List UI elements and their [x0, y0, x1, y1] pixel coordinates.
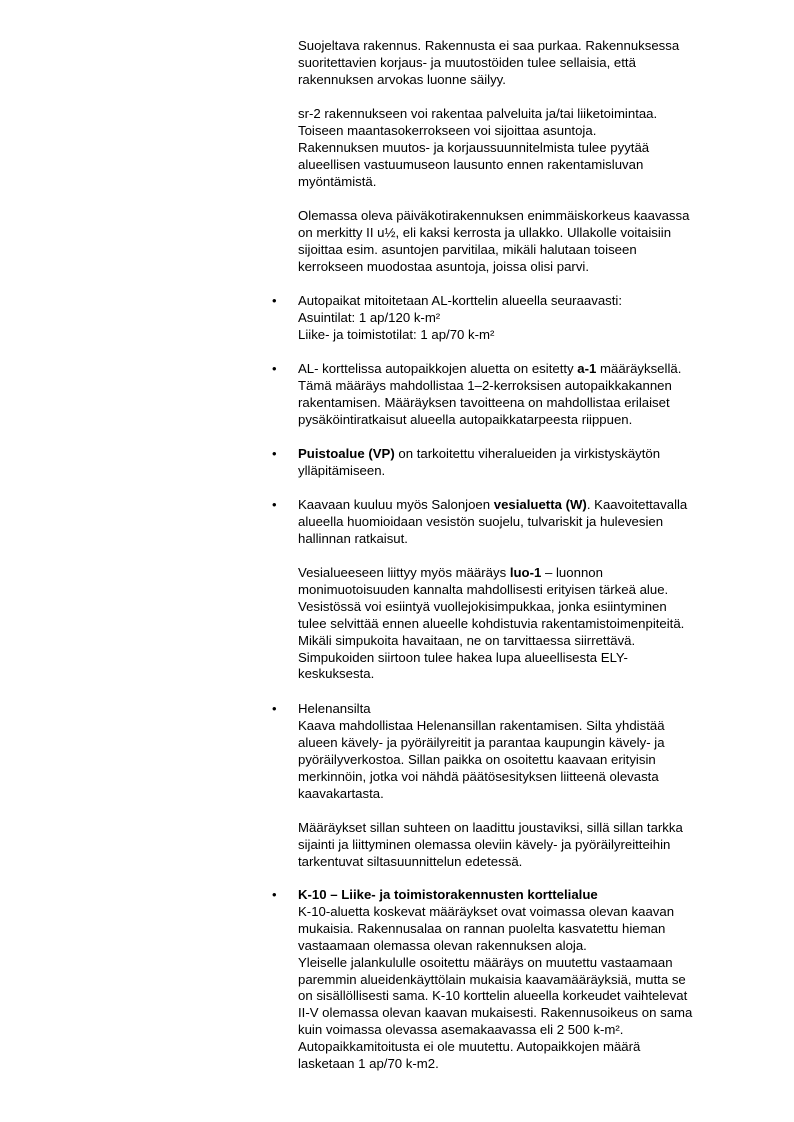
- text-line: myöntämistä.: [298, 173, 377, 189]
- text-run: on tarkoitettu viheralueiden ja virkistyskäytön: [394, 446, 661, 461]
- text-line: keskuksesta.: [298, 666, 375, 682]
- text-line: kuin voimassa olevassa asemakaavassa eli 2 500 k-m².: [298, 1022, 624, 1038]
- water-area-item: [298, 497, 748, 548]
- bullet-icon: •: [272, 446, 277, 461]
- bullet-icon: •: [272, 701, 277, 716]
- text-line: Helenansilta: [298, 701, 371, 716]
- text-line: Liike- ja toimistotilat: 1 ap/70 k-m²: [298, 326, 495, 342]
- text-run: . Kaavoitettavalla: [586, 497, 688, 512]
- text-line: suoritettavien korjaus- ja muutostöiden tulee sellaisia, että: [298, 54, 636, 70]
- text-line: K-10-aluetta koskevat määräykset ovat voimassa olevan kaavan: [298, 903, 675, 919]
- text-line: Tämä määräys mahdollistaa 1–2-kerroksisen autopaikkakannen: [298, 377, 672, 393]
- text-line: Simpukoiden siirtoon tulee hakea lupa alueellisesta ELY-: [298, 649, 628, 665]
- zone-name: Puistoalue (VP): [298, 446, 395, 461]
- text-line: rakennuksen arvokas luonne säilyy.: [298, 71, 506, 87]
- k10-item: [298, 887, 748, 1073]
- bullet-icon: •: [272, 497, 277, 512]
- text-line: [298, 565, 748, 582]
- section-heading: K-10 – Liike- ja toimistorakennusten korttelialue: [298, 887, 598, 902]
- regulation-code: a-1: [577, 361, 597, 376]
- text-run: Kaavaan kuuluu myös Salonjoen: [298, 497, 494, 512]
- regulation-code: luo-1: [509, 565, 542, 580]
- bullet-icon: •: [272, 887, 277, 902]
- bullet-icon: •: [272, 293, 277, 308]
- text-line: sijainti ja liittyminen olemassa oleviin kävely- ja pyöräilyreitteihin: [298, 836, 671, 852]
- text-line: rakentamisen. Määräyksen tavoitteena on mahdollistaa erilaiset: [298, 394, 670, 410]
- text-line: sijoittaa esim. asuntojen parvitilaa, mikäli halutaan toiseen: [298, 241, 637, 257]
- text-line: Määräykset sillan suhteen on laadittu joustaviksi, sillä sillan tarkka: [298, 820, 683, 835]
- text-line: Vesistössä voi esiintyä vuollejokisimpukkaa, jonka esiintyminen: [298, 598, 667, 614]
- sr2-paragraph: [298, 106, 748, 191]
- text-run: Vesialueeseen liittyy myös määräys: [298, 565, 510, 580]
- text-line: merkinnöin, jotka voi nähdä päätösesityksen liitteenä olevasta: [298, 768, 659, 784]
- text-line: hallinnan ratkaisut.: [298, 530, 408, 546]
- text-line: lasketaan 1 ap/70 k-m2.: [298, 1056, 439, 1072]
- bridge-item: [298, 701, 748, 802]
- al-block-item: [298, 361, 748, 429]
- text-run: AL- korttelissa autopaikkojen aluetta on esitetty: [298, 361, 578, 376]
- text-line: Kaava mahdollistaa Helenansillan rakentamisen. Silta yhdistää: [298, 717, 665, 733]
- zone-name: vesialuetta (W): [493, 497, 587, 512]
- text-line: ylläpitämiseen.: [298, 462, 386, 478]
- bridge-regulations-paragraph: [298, 820, 748, 871]
- text-line: [298, 361, 748, 378]
- text-line: Rakennuksen muutos- ja korjaussuunnitelmista tulee pyytää: [298, 139, 650, 155]
- text-line: II-V olemassa olevan kaavan mukaisesti. Rakennusoikeus on sama: [298, 1005, 693, 1021]
- text-line: Asuintilat: 1 ap/120 k-m²: [298, 309, 441, 325]
- text-line: alueellisen vastuumuseon lausunto ennen rakentamisluvan: [298, 156, 644, 172]
- text-line: Autopaikat mitoitetaan AL-korttelin alueella seuraavasti:: [298, 293, 623, 308]
- text-run: määräyksellä.: [596, 361, 682, 376]
- text-line: Autopaikkamitoitusta ei ole muutettu. Autopaikkojen määrä: [298, 1039, 641, 1055]
- text-line: on merkitty II u½, eli kaksi kerrosta ja ullakko. Ullakolle voitaisiin: [298, 224, 672, 240]
- text-line: Yleiselle jalankululle osoitettu määräys on muutettu vastaamaan: [298, 954, 673, 970]
- text-line: kaavakartasta.: [298, 785, 384, 801]
- text-line: pyöräilyverkostoa. Sillan paikka on osoitettu kaavaan erityisin: [298, 751, 656, 767]
- parking-item: [298, 293, 748, 344]
- text-line: Olemassa oleva päiväkotirakennuksen enimmäiskorkeus kaavassa: [298, 208, 690, 223]
- text-line: tarkentuvat siltasuunnittelun edetessä.: [298, 853, 523, 869]
- text-line: alueen kävely- ja pyöräilyreitit ja parantaa kaupungin kävely- ja: [298, 734, 665, 750]
- text-run: – luonnon: [541, 565, 603, 580]
- text-line: [298, 446, 748, 463]
- text-line: Mikäli simpukoita havaitaan, ne on tarvittaessa siirrettävä.: [298, 632, 636, 648]
- daycare-paragraph: [298, 208, 748, 276]
- text-line: monimuotoisuuden kannalta mahdollisesti erityisen tärkeä alue.: [298, 581, 669, 597]
- bullet-icon: •: [272, 361, 277, 376]
- text-line: on sisällöllisesti sama. K-10 korttelin alueella korkeudet vaihtelevat: [298, 988, 688, 1004]
- text-line: alueella huomioidaan vesistön suojelu, tulvariskit ja hulevesien: [298, 513, 664, 529]
- text-line: vastaamaan olemassa olevan rakennuksen aloja.: [298, 937, 587, 953]
- park-area-item: [298, 446, 748, 480]
- luo1-paragraph: [298, 565, 748, 683]
- text-line: pysäköintiratkaisut alueella autopaikkatarpeesta riippuen.: [298, 411, 633, 427]
- text-line: tulee selvittää ennen alueelle kohdistuvia rakentamistoimenpiteitä.: [298, 615, 685, 631]
- text-line: mukaisia. Rakennusalaa on rannan puolelta kasvatettu hieman: [298, 920, 666, 936]
- text-line: Suojeltava rakennus. Rakennusta ei saa purkaa. Rakennuksessa: [298, 38, 680, 53]
- protected-building-paragraph: [298, 38, 748, 89]
- text-line: sr-2 rakennukseen voi rakentaa palveluita ja/tai liiketoimintaa.: [298, 106, 658, 121]
- text-line: paremmin alueidenkäyttölain mukaisia kaavamääräyksiä, mutta se: [298, 971, 686, 987]
- text-line: kerrokseen muodostaa asuntoja, joissa olisi parvi.: [298, 258, 590, 274]
- text-line: Toiseen maantasokerrokseen voi sijoittaa asuntoja.: [298, 122, 597, 138]
- text-line: [298, 497, 748, 514]
